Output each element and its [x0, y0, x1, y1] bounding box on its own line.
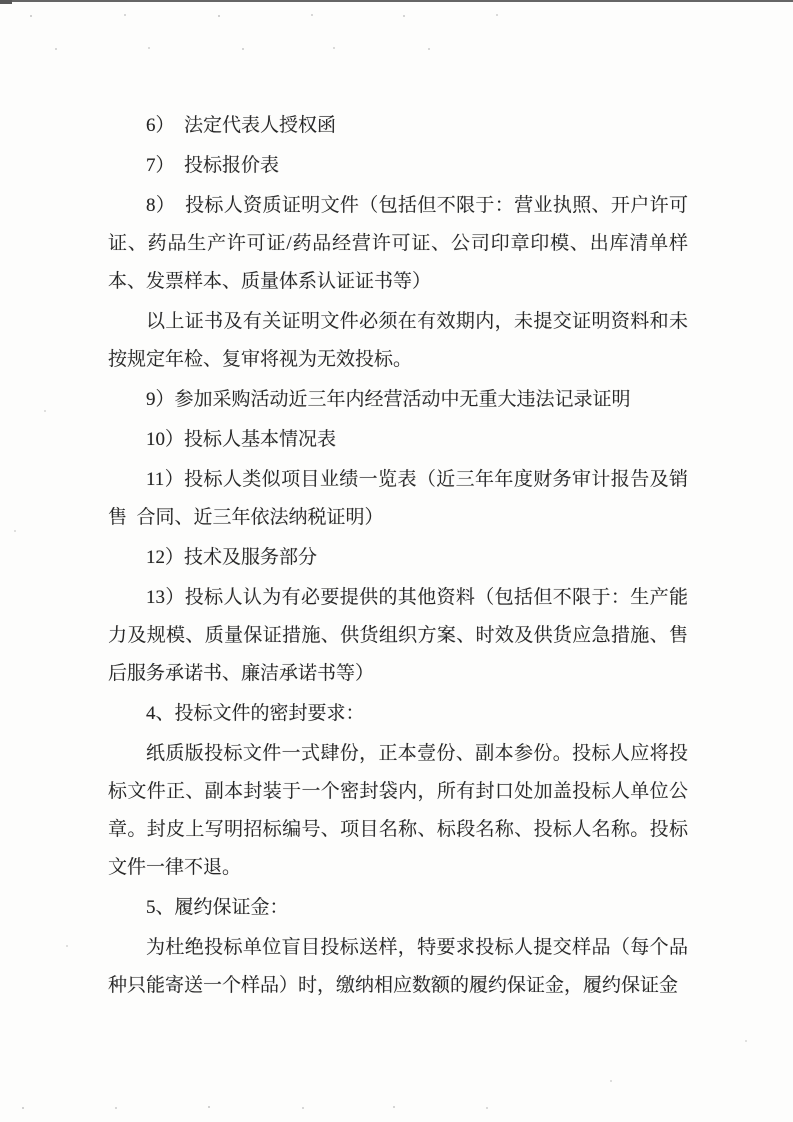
para-sealing-details: 纸质版投标文件一式肆份，正本壹份、副本参份。投标人应将投标文件正、副本封装于一个密封袋内，所有封口处加盖投标人单位公章。封皮上写明招标编号、项目名称、标段名称、投标人名称。投标文件一律不退。: [108, 743, 688, 878]
para-certificate-validity-note: 以上证书及有关证明文件必须在有效期内，未提交证明资料和未按规定年检、复审将视为无效投标。: [108, 311, 688, 370]
scan-noise-specks: [0, 0, 2, 2]
heading-performance-bond: 5、履约保证金：: [146, 897, 289, 918]
para-item-9-no-violation-record: 9）参加采购活动近三年内经营活动中无重大违法记录证明: [146, 389, 631, 410]
heading-sealing-requirements: 4、投标文件的密封要求：: [146, 703, 365, 724]
para-item-10-bidder-basic-info: 10）投标人基本情况表: [146, 429, 337, 450]
para-item-8-qualification-documents: 8） 投标人资质证明文件（包括但不限于：营业执照、开户许可证、药品生产许可证/药品经营许可证、公司印章印模、出库清单样本、发票样本、质量体系认证证书等）: [108, 195, 688, 292]
document-text-block: [108, 105, 688, 1007]
para-item-6-authorization-letter: 6） 法定代表人授权函: [146, 115, 337, 136]
para-item-13-other-materials: 13）投标人认为有必要提供的其他资料（包括但不限于：生产能力及规模、质量保证措施、供货组织方案、时效及供货应急措施、售后服务承诺书、廉洁承诺书等）: [108, 587, 688, 684]
para-item-7-bid-price-form: 7） 投标报价表: [146, 155, 280, 176]
para-performance-bond-details: 为杜绝投标单位盲目投标送样，特要求投标人提交样品（每个品种只能寄送一个样品）时，缴纳相应数额的履约保证金，履约保证金: [108, 937, 688, 996]
scan-top-edge-artifact: [0, 0, 793, 2]
para-item-11-similar-project-list: 11）投标人类似项目业绩一览表（近三年年度财务审计报告及销售 合同、近三年依法纳税证明）: [108, 469, 688, 528]
para-item-12-technical-service-part: 12）技术及服务部分: [146, 547, 318, 568]
